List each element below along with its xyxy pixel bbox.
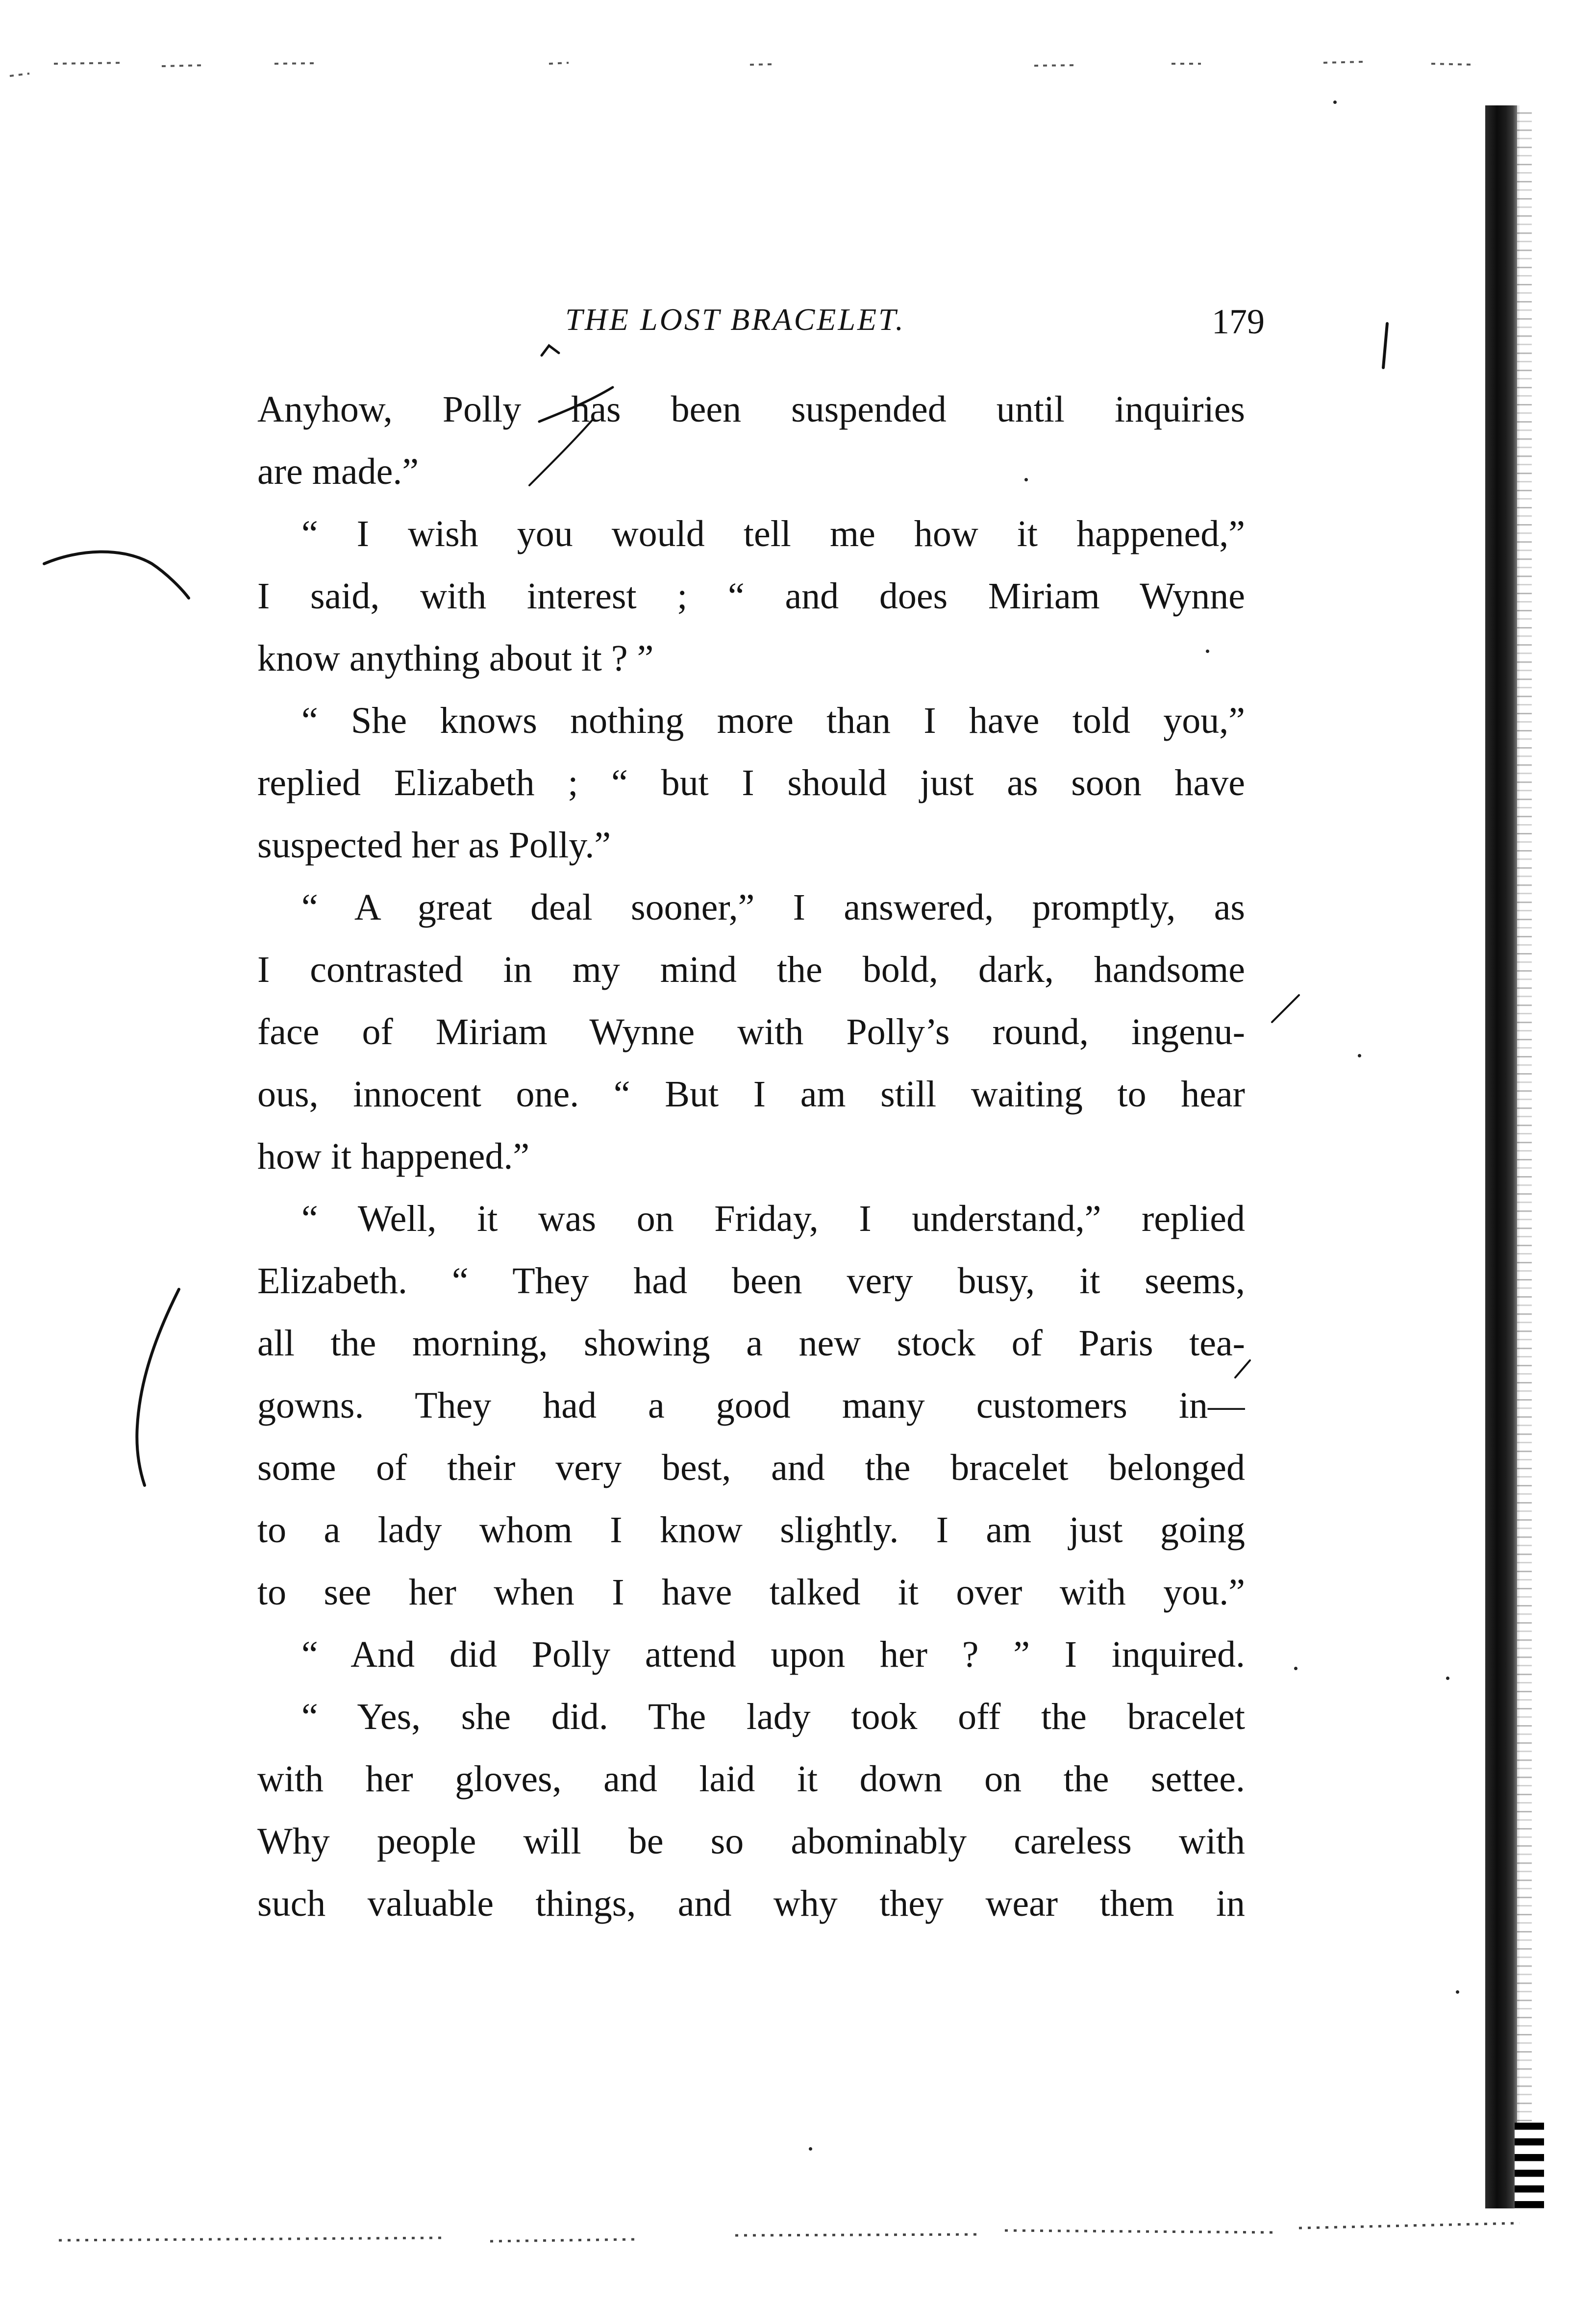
text-line: face of Miriam Wynne with Polly’s round, ingenu- [257, 1011, 1245, 1052]
text-line: are made.” [257, 451, 419, 492]
text-line: Anyhow, Polly has been suspended until inquiries [257, 389, 1245, 430]
binding-edge [1485, 105, 1520, 2208]
scan-noise-top [0, 49, 1596, 78]
page-number: 179 [1212, 302, 1265, 341]
speck [809, 2147, 812, 2151]
text-line: how it happened.” [257, 1136, 530, 1177]
speck [1456, 1990, 1459, 1994]
margin-tick-mark [1372, 319, 1397, 373]
text-line: to a lady whom I know slightly. I am just going [257, 1509, 1245, 1551]
text-line: Elizabeth. “ They had been very busy, it seems, [257, 1260, 1245, 1302]
text-line: some of their very best, and the bracelet belonged [257, 1447, 1245, 1488]
caret-mark [537, 336, 566, 360]
speck [1358, 1054, 1361, 1057]
speck [1333, 100, 1337, 104]
text-line: Why people will be so abominably careless with [257, 1821, 1245, 1862]
speck [1206, 650, 1209, 653]
speck [1024, 478, 1028, 481]
speck [1446, 1677, 1449, 1680]
text-line: “ Well, it was on Friday, I understand,” replied [301, 1198, 1245, 1239]
text-line: to see her when I have talked it over with you.” [257, 1572, 1245, 1613]
running-head: THE LOST BRACELET. [565, 302, 905, 337]
text-line: gowns. They had a good many customers in— [257, 1385, 1245, 1426]
margin-slash-mark [1265, 990, 1304, 1029]
text-line: “ And did Polly attend upon her ? ” I inquired. [301, 1634, 1245, 1675]
binding-texture [1517, 105, 1532, 2208]
text-line: all the morning, showing a new stock of Paris tea- [257, 1323, 1245, 1364]
binding-edge-end [1515, 2123, 1544, 2211]
margin-bracket-mark [125, 1284, 194, 1490]
text-line: I said, with interest ; “ and does Miriam Wynne [257, 576, 1245, 617]
text-line: “ Yes, she did. The lady took off the bracelet [301, 1696, 1245, 1737]
text-line: suspected her as Polly.” [257, 825, 611, 866]
speck [1294, 1667, 1297, 1670]
text-line: with her gloves, and laid it down on the settee. [257, 1758, 1245, 1800]
margin-swoosh-mark [39, 544, 196, 613]
text-line: know anything about it ? ” [257, 638, 654, 679]
scan-noise-bottom [0, 2211, 1596, 2250]
text-line: ous, innocent one. “ But I am still waiting to hear [257, 1074, 1245, 1115]
text-line: “ I wish you would tell me how it happened,” [301, 513, 1245, 554]
text-line: “ A great deal sooner,” I answered, promptly, as [301, 887, 1245, 928]
text-line: “ She knows nothing more than I have told you,” [301, 700, 1245, 741]
text-line: replied Elizabeth ; “ but I should just as soon have [257, 762, 1245, 803]
text-line: I contrasted in my mind the bold, dark, handsome [257, 949, 1245, 990]
text-line: such valuable things, and why they wear them in [257, 1883, 1245, 1924]
